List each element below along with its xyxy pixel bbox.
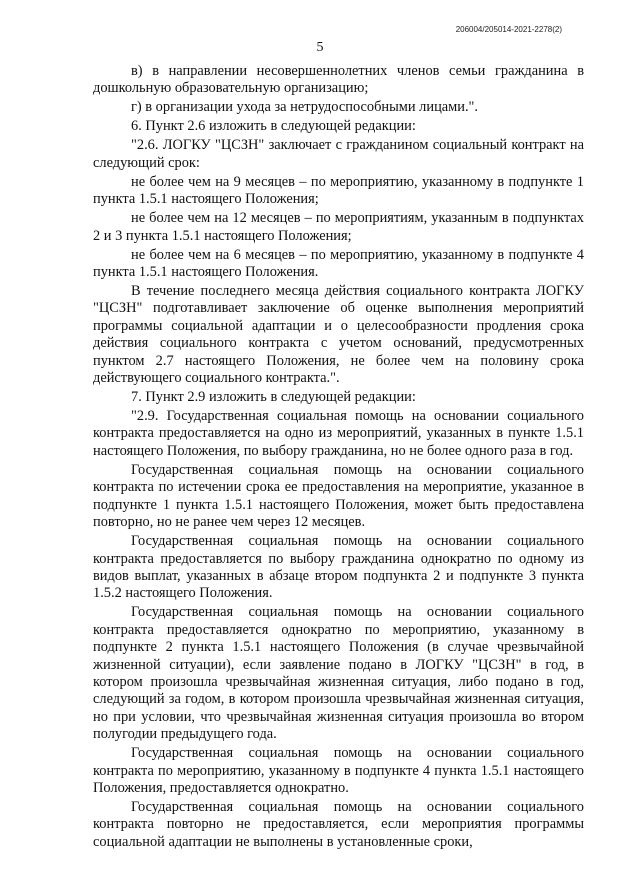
paragraph: не более чем на 12 месяцев – по мероприятиям, указанным в подпунктах 2 и 3 пункта 1.5.1 настоящего Положения; bbox=[93, 210, 584, 244]
paragraph: В течение последнего месяца действия социального контракта ЛОГКУ "ЦСЗН" подготавливает заключение об оценке выполнения мероприятий программы социальной адаптации и о целесообразности продления срока действия социального контракта с учетом оснований, предусмотренных пунктом 2.7 настоящего Положения, не более чем на половину срока действующего социального контракта.". bbox=[93, 283, 584, 387]
paragraph: Государственная социальная помощь на основании социального контракта повторно не предоставляется, если мероприятия программы социальной адаптации не выполнены в установленные сроки, bbox=[93, 798, 584, 850]
paragraph: "2.6. ЛОГКУ "ЦСЗН" заключает с гражданином социальный контракт на следующий срок: bbox=[93, 137, 584, 171]
paragraph: Государственная социальная помощь на основании социального контракта по истечении срока ее предоставления на мероприятие, указанное в подпункте 1 пункта 1.5.1 настоящего Положения, может быть предоставлена повторно, но не ранее чем через 12 месяцев. bbox=[93, 461, 584, 531]
paragraph: г) в организации ухода за нетрудоспособными лицами.". bbox=[131, 99, 479, 116]
paragraph: не более чем на 6 месяцев – по мероприятию, указанному в подпункте 4 пункта 1.5.1 настоящего Положения. bbox=[93, 246, 584, 281]
paragraph: Государственная социальная помощь на основании социального контракта предоставляется по выбору гражданина однократно по одному из видов выплат, указанных в абзаце втором подпункта 2 и подпункте 3 пункта 1.5.2 настоящего Положения. bbox=[93, 533, 584, 602]
paragraph: Государственная социальная помощь на основании социального контракта предоставляется однократно по мероприятию, указанному в подпункте 2 пункта 1.5.1 настоящего Положения (в случае чрезвычайной жизненной ситуации), если заявление подано в ЛОГКУ "ЦСЗН" в год, в котором произошла чрезвычайная жизненная ситуация, либо подано в год, следующий за годом, в котором произошла чрезвычайная жизненная ситуация, но при условии, что чрезвычайная жизненная ситуация произошла во втором полугодии предыдущего года. bbox=[93, 604, 584, 743]
document-number: 206004/205014-2021-2278(2) bbox=[455, 25, 562, 34]
paragraph: не более чем на 9 месяцев – по мероприятию, указанному в подпункте 1 пункта 1.5.1 настоящего Положения; bbox=[93, 173, 584, 208]
paragraph: Государственная социальная помощь на основании социального контракта по мероприятию, указанному в подпункте 4 пункта 1.5.1 настоящего Положения, предоставляется однократно. bbox=[93, 745, 584, 796]
paragraph: 7. Пункт 2.9 изложить в следующей редакции: bbox=[131, 389, 416, 406]
paragraph: в) в направлении несовершеннолетних членов семьи гражданина в дошкольную образовательную организацию; bbox=[93, 63, 584, 97]
page-number: 5 bbox=[316, 40, 324, 55]
paragraph: 6. Пункт 2.6 изложить в следующей редакции: bbox=[131, 118, 416, 135]
document-body bbox=[93, 63, 584, 853]
paragraph: "2.9. Государственная социальная помощь на основании социального контракта предоставляется на одно из мероприятий, указанных в пункте 1.5.1 настоящего Положения, по выбору гражданина, но не более одного раза в год. bbox=[93, 408, 584, 459]
